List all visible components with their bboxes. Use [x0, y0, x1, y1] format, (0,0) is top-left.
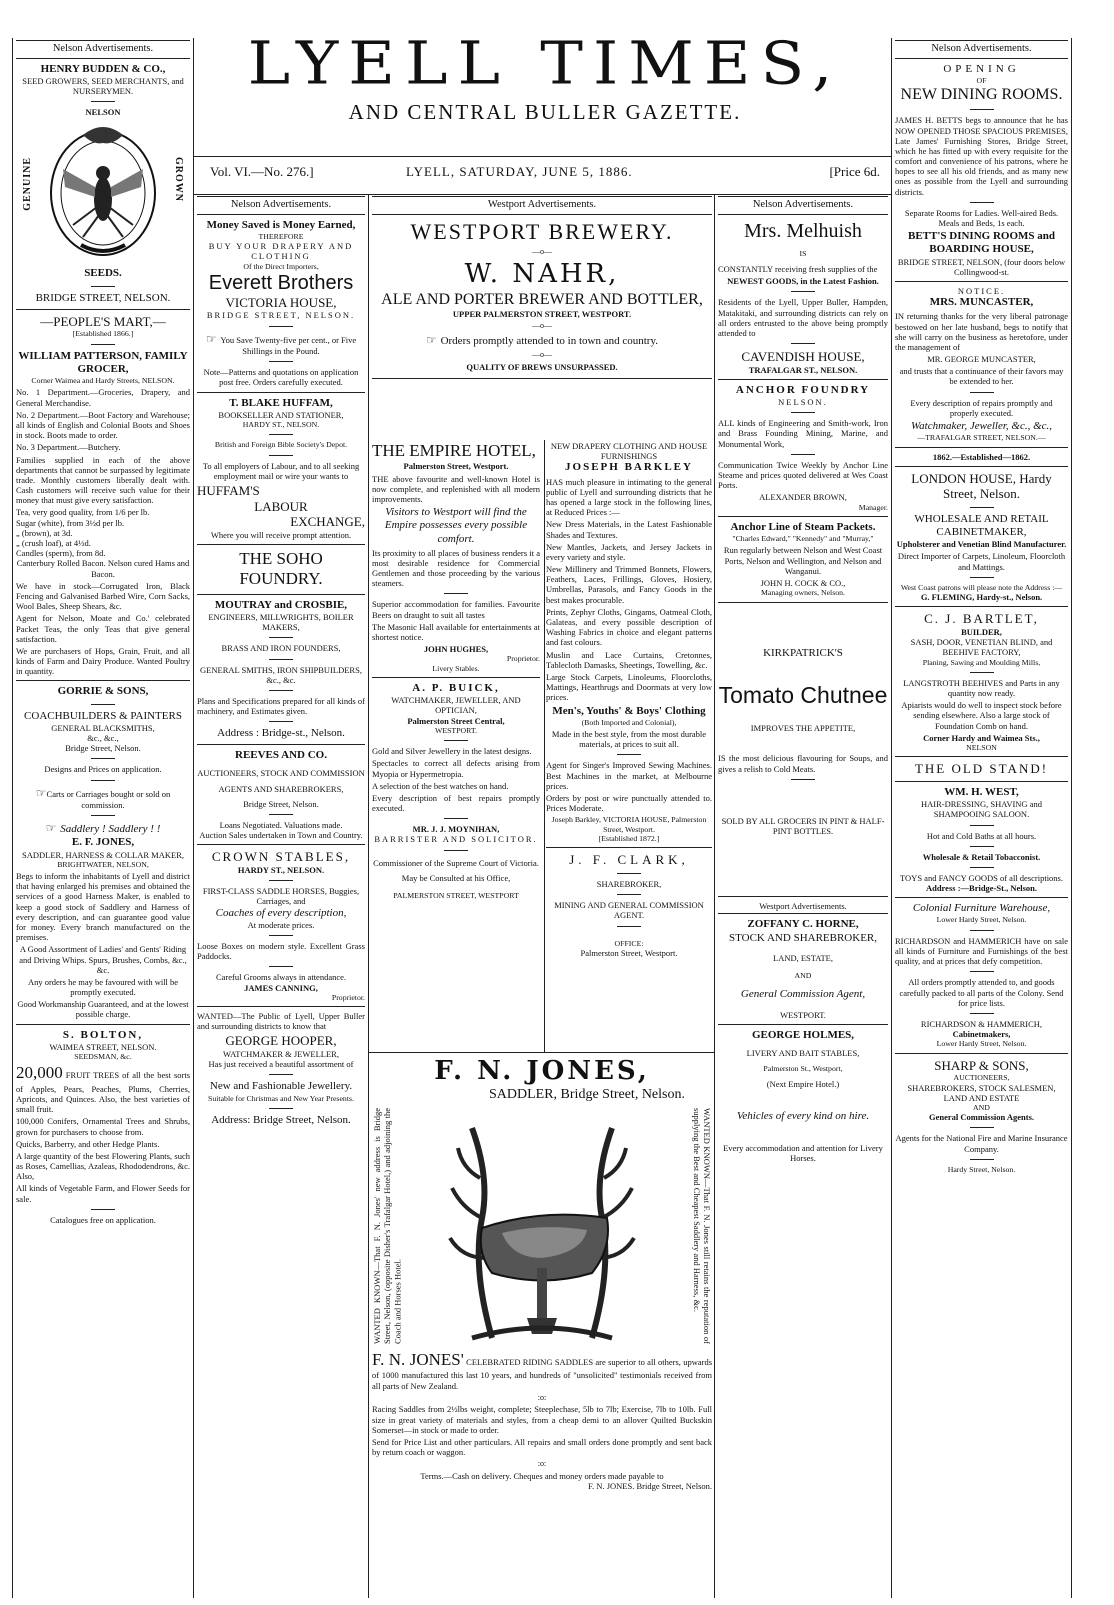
moutray-address: Address : Bridge-st., Nelson.	[217, 727, 345, 740]
buick-name: A. P. BUICK,	[412, 682, 500, 695]
dept-3: No. 3 Department.—Butchery.	[16, 442, 121, 453]
clark-office: OFFICE:	[614, 938, 644, 948]
bolton-trade: SEEDSMAN, &c.	[74, 1052, 132, 1062]
ship-names: "Charles Edward," "Kennedy" and "Murray,"	[732, 534, 874, 544]
allorders-text: All orders promptly attended to, and goods carefully packed to all parts of the Colony. Send for price lists.	[899, 977, 1064, 1008]
west-tobacconist: Wholesale & Retail Tobacconist.	[922, 851, 1041, 862]
sharp-brokers: SHAREBROKERS, STOCK SALESMEN, LAND AND ESTATE	[907, 1082, 1056, 1103]
commissioner-text: Commissioner of the Supreme Court of Victoria.	[373, 857, 539, 868]
save-text	[197, 332, 365, 357]
column-rule	[368, 195, 369, 1598]
bolton-name: S. BOLTON,	[62, 1028, 144, 1041]
prompt-attention: Where you will receive prompt attention.	[210, 529, 352, 540]
efjones-assortment: A Good Assortment of Ladies' and Gents' Riding and Driving Whips. Spurs, Brushes, Combs, &c., &c.	[19, 944, 187, 975]
flowering-text: A large quantity of the best Flowering Plants, such as Roses, Camellias, Azaleas, Rhododendrons, &c. Also,	[16, 1150, 190, 1182]
kirkpatrick-name: KIRKPATRICK'S	[763, 646, 843, 659]
patterson-address: Corner Waimea and Hardy Streets, NELSON.	[31, 376, 175, 386]
sharp-address: Hardy Street, Nelson.	[947, 1164, 1016, 1174]
masonic-text: The Masonic Hall available for entertainments at shortest notice.	[372, 621, 540, 643]
empire-text: THE above favourite and well-known Hotel is now complete, and replenished with all modern improvements.	[372, 473, 540, 504]
corner-address: Corner Hardy and Waimea Sts.,	[923, 732, 1040, 743]
drapery-heading: NEW DRAPERY CLOTHING AND HOUSE FURNISHINGS	[550, 441, 708, 462]
budden-seal	[16, 117, 190, 267]
barkley-name: JOSEPH BARKLEY	[565, 461, 693, 474]
money-saved: Money Saved is Money Earned,	[206, 218, 356, 231]
mens-clothing: Men's, Youths' & Boys' Clothing	[552, 704, 706, 717]
peoples-mart-established: [Established 1866.]	[72, 329, 134, 339]
westport-left-subcolumn	[372, 441, 540, 901]
gorrie-designs: Designs and Prices on application.	[44, 764, 162, 775]
constantly-text: CONSTANTLY receiving fresh supplies of the	[718, 263, 878, 274]
bartlet-planing: Planing, Sawing and Moulding Mills,	[922, 657, 1041, 667]
budden-town: NELSON	[85, 107, 121, 118]
efjones-workmanship: Good Workmanship Guaranteed, and at the lowest possible charge.	[17, 999, 189, 1020]
purchasers-text: We are purchasers of Hops, Grain, Fruit, and all kinds of Farm and Dairy Produce. Wanted Poultry in quantity.	[16, 645, 190, 677]
gorrie-smiths: GENERAL BLACKSMITHS,	[51, 722, 155, 733]
carpets-text: Large Stock Carpets, Linoleums, Floorcloths, Mattings, Hearthrugs and Doormats at very low prices.	[546, 671, 712, 703]
barkley-text: HAS much pleasure in intimating to the general public of Lyell and surrounding districts that he has opened a large stock in the following lines, at Reduced Prices :—	[546, 476, 712, 518]
budden-name: HENRY BUDDEN & CO.,	[40, 62, 166, 75]
bee-seal-icon	[43, 121, 163, 261]
column-5	[895, 40, 1068, 1600]
muslin-text: Muslin and Lace Curtains, Cretonnes, Tablecloth Damasks, Sheetings, Towelling, &c.	[546, 649, 712, 670]
agent-text: Agent for Nelson, Moate and Co.' celebrated Packet Teas, the only Teas that give general satisfaction.	[16, 613, 190, 644]
betts-text: JAMES H. BETTS begs to announce that he has NOW OPENED THOSE SPACIOUS PREMISES, Late James' Furnishing Stores, Bridge Street, which he has fitted up with every requisite for the comfort and convenience of his patrons, where he hopes to see all his old friends, and as many new ones as possible from the Lyell and surrounding districts.	[895, 115, 1068, 197]
barkley-signature: Joseph Barkley, VICTORIA HOUSE, Palmerston Street, Westport.	[551, 815, 707, 834]
holmes-vehicles: Vehicles of every kind on hire.	[736, 1109, 870, 1122]
visitors-text: Visitors to Westport will find the Empire possesses every possible comfort.	[384, 506, 528, 545]
superior-text: Superior accommodation for families. Favourite Beers on draught to suit all tastes	[372, 599, 540, 620]
masthead	[200, 30, 890, 125]
column-rule	[193, 38, 194, 1598]
hooper-presents: Suitable for Christmas and New Year Presents.	[208, 1093, 354, 1103]
repairs-text: Every description of best repairs promptly executed.	[372, 792, 540, 814]
budden-trade: SEED GROWERS, SEED MERCHANTS, and NURSERYMEN.	[22, 75, 184, 96]
reeves-trade: AUCTIONEERS, STOCK AND COMMISSION AGENTS AND SHAREBROKERS,	[197, 767, 365, 794]
fnjones-bottom-text: CELEBRATED RIDING SADDLES are superior to all others, upwards of 1000 manufactured this last 10 years, and hundreds of "unsolicited" testimonials received from all parts of New Zealand.	[372, 1356, 712, 1391]
reeves-name: REEVES AND CO.	[235, 749, 327, 762]
horne-name: ZOFFANY C. HORNE,	[747, 918, 859, 931]
george-muncaster: MR. GEORGE MUNCASTER,	[927, 354, 1036, 365]
column-rule	[891, 38, 892, 1598]
price-sugar-white: Sugar (white), from 3½d per lb.	[16, 517, 125, 528]
brewery-address: UPPER PALMERSTON STREET, WESTPORT.	[452, 308, 632, 319]
engineering-text: ALL kinds of Engineering and Smith-work, Iron and Brass Founding Mining, Marine, and Monumental Work,	[718, 418, 888, 449]
hooper-name: GEORGE HOOPER,	[225, 1033, 337, 1049]
fnjones-racing: Racing Saddles from 2½lbs weight, complete; Steeplechase, 5lb to 7lb; Exercise, 7lb to 10lb. Full size in great variety of materials and styles, from a cheap demi to an allover Quilted Buckskin Somerset—in stock or made to order.	[372, 1404, 712, 1435]
bartlet-builder: BUILDER,	[961, 626, 1002, 637]
westcoast-text: West Coast patrons will please note the Address :—	[900, 582, 1063, 592]
moderate-prices: At moderate prices.	[247, 919, 315, 930]
returning-text: IN returning thanks for the very liberal patronage bestowed on her late husband, begs to notify that she will carry on the business as heretofore, under the management of	[895, 311, 1068, 352]
section-header: Nelson Advertisements.	[895, 40, 1068, 59]
gorrie-address: Bridge Street, Nelson.	[65, 743, 141, 754]
price-candles: Candles (sperm), from 8d.	[16, 548, 106, 559]
clark-mining: MINING AND GENERAL COMMISSION AGENT.	[554, 900, 704, 921]
consulted-text: May be Consulted at his Office,	[401, 872, 511, 883]
seal-right-text: GROWN	[173, 157, 184, 203]
newspaper-subtitle: AND CENTRAL BULLER GAZETTE.	[348, 100, 742, 124]
fnjones-left-vertical: WANTED KNOWN—That F. N. Jones' new address is Bridge Street, Nelson, (opposite Disher's Trafalgar Hotel,) and adjoining the Coach and Horses Hotel.	[372, 1107, 403, 1344]
fnjones-right-vertical: WANTED KNOWN—That F. N. Jones still retains the reputation of supplying the Best and Cheapest Saddlery and Harness, &c.	[691, 1107, 712, 1344]
spectacles-text: Spectacles to correct all defects arising from Myopia or Hypermetropia.	[372, 758, 540, 779]
melhuish-name: Mrs. Melhuish	[744, 219, 862, 242]
everett-address: BRIDGE STREET, NELSON.	[206, 310, 356, 321]
wholesale-cabinet: WHOLESALE AND RETAIL CABINETMAKER,	[914, 512, 1049, 539]
huffams-label: HUFFAM'S	[197, 483, 260, 499]
opening-label: OPENING	[943, 62, 1020, 75]
langstroth-text: LANGSTROTH BEEHIVES and Parts in any quantity now ready.	[903, 677, 1060, 699]
melhuish-is: IS	[799, 248, 807, 258]
carts-label: Carts or Carriages bought or sold on commission.	[46, 788, 171, 810]
labour-label: LABOUR	[254, 498, 308, 514]
of-label: OF	[976, 75, 987, 85]
clark-sharebroker: SHAREBROKER,	[596, 878, 662, 889]
efjones-address: BRIGHTWATER, NELSON,	[57, 859, 149, 869]
moutray-name: MOUTRAY and CROSBIE,	[214, 598, 348, 611]
watches-text: A selection of the best watches on hand.	[372, 780, 509, 791]
price-sugar-brown: „ (brown), at 3d.	[16, 527, 73, 538]
hooper-address: Address: Bridge Street, Nelson.	[211, 1113, 351, 1126]
fnjones-advert: F. N. JONES, SADDLER, Bridge Street, Nelson. WANTED KNOWN—That F. N. Jones' new address is Bridge Street, Nelson, (opposite Disher's Trafalgar Hotel,) and adjoining the Coach and Horses Hotel. WANTED KNOWN—That F. N. Jones still retains the reputation of supplying the Best and Cheapest Saddlery and Harness, &c. F. N. JONES' CELEBRATED RIDING SADDLES are superior to all others, upwards of 1000 manufactured this last 10 years, and hundreds of "unsolicited" testimonials received from all parts of New Zealand. :o: Racing Saddles from 2½lbs weight, complete; Steeplechase, 5lb to 7lb; Exercise, 7lb to 10lb. Full size in great variety of materials and styles, from a cheap demi to an allover Quilted Buckskin Somerset—in stock or made to order. Send for Price List and other particulars. All repairs and small orders done promptly and sent back by return coach or waggon. :o: Terms.—Cash on delivery. Cheques and money orders made payable to F. N. JONES. Bridge Street, Nelson.	[372, 1056, 712, 1492]
issue-price: [Price 6d.	[829, 164, 880, 179]
crown-stables: CROWN STABLES,	[211, 849, 351, 865]
note-text: Note—Patterns and quotations on application post free. Orders carefully executed.	[203, 367, 359, 388]
horne-stock: STOCK AND SHAREBROKER,	[728, 931, 878, 944]
sharp-commission: General Commission Agents.	[928, 1112, 1035, 1123]
bartlet-sash: SASH, DOOR, VENETIAN BLIND, and BEEHIVE FACTORY,	[910, 637, 1053, 658]
buick-town: WESTPORT.	[434, 725, 478, 735]
brown-manager: Manager.	[858, 502, 888, 512]
canning-name: JAMES CANNING,	[244, 982, 318, 993]
mens-sub: (Both Imported and Colonial),	[581, 717, 677, 727]
bible-depot: British and Foreign Bible Society's Depot.	[214, 440, 348, 450]
auction-text: Auction Sales undertaken in Town and Country.	[199, 830, 363, 841]
betts-name: BETT'S DINING ROOMS and BOARDING HOUSE,	[907, 230, 1055, 256]
trafalgar-address: TRAFALGAR ST., NELSON.	[748, 364, 858, 375]
clark-name: J. F. CLARK,	[569, 852, 689, 868]
fnjones-bottom	[372, 1350, 712, 1391]
cavendish-house: CAVENDISH HOUSE,	[741, 349, 865, 365]
save-label: You Save Twenty-five per cent., or Five Shillings in the Pound.	[220, 334, 357, 357]
section-header: Nelson Advertisements.	[197, 196, 365, 215]
prints-text: Prints, Zephyr Cloths, Gingams, Oatmeal Cloth, Galateas, and every possible description of Washing Fabrics in choice and elegant patterns and fast colours.	[546, 606, 712, 648]
peoples-mart-title: —PEOPLE'S MART,—	[40, 313, 166, 329]
fleming-address: G. FLEMING, Hardy-st., Nelson.	[920, 592, 1043, 603]
bolton-address: WAIMEA STREET, NELSON.	[49, 1041, 157, 1052]
colonial-address: Lower Hardy Street, Nelson.	[936, 915, 1027, 925]
conifers-text: 100,000 Conifers, Ornamental Trees and Shrubs, grown for purchasers to choose from.	[16, 1116, 190, 1137]
exchange-label: EXCHANGE,	[290, 514, 365, 530]
fruit-trees-text: FRUIT TREES of all the best sorts of Apples, Pears, Peaches, Plums, Cherries, Apricots, and Quinces. Also, the best varieties of small fruit.	[16, 1070, 190, 1115]
moynihan-name: MR. J. J. MOYNIHAN,	[412, 824, 500, 835]
pointing-hand-icon: ☞	[205, 331, 221, 346]
employers-text: To all employers of Labour, and to all seeking employment mail or wire your wants to	[202, 460, 360, 481]
delicious-text: IS the most delicious flavouring for Soups, and gives a relish to Cold Meats.	[718, 753, 888, 774]
section-header: Nelson Advertisements.	[718, 196, 888, 215]
vegetable-text: All kinds of Vegetable Farm, and Flower Seeds for sale.	[16, 1183, 190, 1204]
hooper-trade: WATCHMAKER & JEWELLER,	[223, 1049, 339, 1060]
coaches-text: Coaches of every description,	[215, 906, 347, 919]
millinery-text: New Millinery and Trimmed Bonnets, Flowers, Feathers, Laces, Frillings, Gloves, Hosiery, Umbrellas, Parasols, and Fancy Goods in the best makes procurable.	[546, 564, 712, 605]
moynihan-office: PALMERSTON STREET, WESTPORT	[393, 891, 519, 901]
fnjones-subtitle: SADDLER, Bridge Street, Nelson.	[489, 1087, 685, 1103]
left-border	[12, 38, 13, 1598]
carts-text	[16, 786, 190, 811]
residents-text: Residents of the Lyell, Upper Buller, Hampden, Matakitaki, and surrounding districts can rely on all orders entrusted to the above being promptly attended to	[718, 297, 888, 338]
pointing-hand-icon: ☞	[426, 332, 441, 347]
column-2	[197, 196, 365, 1600]
apiarists-text: Apiarists would do well to inspect stock before sending elsewhere. Also a large stock of Foundation Comb on hand.	[901, 700, 1062, 731]
empire-address: Palmerston Street, Westport.	[403, 461, 509, 472]
fnjones-terms: Terms.—Cash on delivery. Cheques and money orders made payable to	[420, 1470, 664, 1481]
communication-text: Communication Twice Weekly by Anchor Line Steame and prices quoted delivered at Wes Coast Ports.	[718, 459, 888, 491]
upholsterer-text: Upholsterer and Venetian Blind Manufacturer.	[896, 539, 1067, 550]
fnjones-rule	[368, 1052, 714, 1053]
therefore-label: THEREFORE	[258, 231, 304, 241]
brewery-title: WESTPORT BREWERY.	[410, 218, 674, 244]
brown-name: ALEXANDER BROWN,	[759, 492, 847, 503]
trusts-text: and trusts that a continuance of their favors may be extended to her.	[899, 366, 1064, 387]
sharp-and: AND	[973, 1102, 990, 1112]
issue-date: LYELL, SATURDAY, JUNE 5, 1886.	[406, 164, 633, 179]
reeves-address: Bridge Street, Nelson.	[243, 798, 319, 809]
saddle-horses: FIRST-CLASS SADDLE HORSES, Buggies, Carriages, and	[202, 886, 360, 907]
empire-hotel: THE EMPIRE HOTEL,	[372, 441, 536, 460]
buy-drapery: BUY YOUR DRAPERY AND CLOTHING	[208, 241, 354, 262]
brewery-quality: QUALITY OF BREWS UNSURPASSED.	[466, 361, 618, 372]
buick-address: Palmerston Street Central,	[407, 715, 505, 726]
families-text: Families supplied in each of the above departments that cannot be surpassed by legitimate trade. Monthly customers liberally dealt with. Cash customers will receive such value for their money that must give every satisfaction.	[16, 454, 190, 506]
efjones-orders: Any orders he may be favoured with will be promptly executed.	[27, 976, 179, 998]
everett-name: Everett Brothers	[208, 271, 354, 294]
efjones-text: Begs to inform the inhabitants of Lyell and district that having enlarged his premises and obtained the services of a good Harness Maker, is enabled to keep a good stock of Saddlery and Harness of every description, and can guarantee good value for money. Every branch manufactured on the premises.	[16, 871, 190, 943]
anchor-foundry: ANCHOR FOUNDRY	[735, 383, 871, 396]
horne-westport: WESTPORT.	[780, 1009, 826, 1020]
hooper-jewellery: New and Fashionable Jewellery.	[209, 1080, 353, 1093]
pointing-hand-icon: ☞	[35, 785, 47, 800]
masthead-rule	[193, 194, 891, 195]
livery-stables: Livery Stables.	[432, 663, 480, 673]
fnjones-title: F. N. JONES,	[434, 1056, 650, 1086]
quicks-text: Quicks, Barberry, and other Hedge Plants.	[16, 1138, 160, 1149]
huffam-address: HARDY ST., NELSON.	[242, 419, 320, 429]
betts-address: BRIDGE STREET, NELSON, (four doors below Collingwood-st.	[897, 256, 1066, 277]
efjones-name: E. F. JONES,	[71, 836, 135, 849]
bookseller-label: BOOKSELLER AND STATIONER,	[218, 409, 344, 420]
gorrie-etc: &c., &c.,	[87, 733, 119, 743]
canning-proprietor: Proprietor.	[331, 992, 365, 1002]
old-stand: THE OLD STAND!	[914, 761, 1049, 777]
richardson-address: Lower Hardy Street, Nelson.	[936, 1039, 1027, 1049]
section-header: Nelson Advertisements.	[16, 40, 190, 59]
brewery-orders-label: Orders promptly attended to in town and country.	[440, 334, 658, 347]
nahr-name: W. NAHR,	[464, 258, 620, 289]
engineers-text: ENGINEERS, MILLWRIGHTS, BOILER MAKERS,	[208, 611, 354, 633]
sharp-name: SHARP & SONS,	[934, 1057, 1029, 1073]
barrister-label: BARRISTER AND SOLICITOR.	[374, 834, 538, 845]
cock-owners: Managing owners, Nelson.	[760, 588, 846, 598]
anchor-town: NELSON.	[778, 397, 828, 408]
horne-general: General Commission Agent,	[740, 988, 866, 1001]
section-header: Westport Advertisements.	[372, 196, 712, 215]
column-rule	[714, 195, 715, 1598]
made-text: Made in the best style, from the most durable materials, at prices to suit all.	[551, 729, 707, 750]
seeds-label: SEEDS.	[84, 267, 122, 280]
cock-name: JOHN H. COCK & CO.,	[760, 577, 846, 588]
holmes-next: (Next Empire Hotel.)	[766, 1079, 840, 1090]
soho-foundry: THE SOHO FOUNDRY.	[239, 548, 323, 589]
sharp-agents: Agents for the National Fire and Marine Insurance Company.	[895, 1133, 1068, 1154]
pointing-hand-icon: ☞	[45, 821, 61, 836]
dining-rooms: NEW DINING ROOMS.	[900, 86, 1063, 104]
westport-right-subcolumn	[546, 441, 712, 958]
dept-2: No. 2 Department.—Boot Factory and Warehouse; all kinds of English and Colonial Boots and Shoes in stock. Boots made to order.	[16, 409, 190, 441]
newspaper-title: LYELL TIMES,	[247, 29, 843, 99]
holmes-name: GEORGE HOLMES,	[751, 1028, 855, 1041]
hughes-name: JOHN HUGHES,	[423, 644, 489, 655]
patterson-name: WILLIAM PATTERSON, FAMILY GROCER,	[18, 349, 188, 375]
catalogues-text: Catalogues free on application.	[50, 1214, 156, 1225]
richardson-cabinet: Cabinetmakers,	[952, 1029, 1011, 1040]
anchor-line: Anchor Line of Steam Packets.	[730, 520, 876, 533]
west-name: WM. H. WEST,	[944, 785, 1019, 798]
repairs-text: Every description of repairs promptly and properly executed.	[910, 397, 1053, 418]
huffam-name: T. BLAKE HUFFAM,	[229, 396, 333, 409]
loose-boxes: Loose Boxes on modern style. Excellent Grass Paddocks.	[197, 941, 365, 962]
watchmaker-text: Watchmaker, Jeweller, &c., &c.,	[910, 420, 1053, 432]
smiths-text: GENERAL SMITHS, IRON SHIPBUILDERS, &c., &c.	[200, 664, 362, 685]
direct-importers: Of the Direct Importers,	[243, 261, 319, 271]
run-text: Run regularly between Nelson and West Coast Ports, Nelson and Wellington, and Nelson and Wanganui.	[723, 545, 883, 576]
fruit-trees	[16, 1063, 190, 1114]
budden-address: BRIDGE STREET, NELSON.	[35, 291, 171, 304]
west-toys: TOYS and FANCY GOODS of all descriptions.	[900, 872, 1063, 883]
richardson-name: RICHARDSON & HAMMERICH,	[920, 1018, 1043, 1029]
efjones-trade: SADDLER, HARNESS & COLLAR MAKER,	[22, 849, 184, 860]
dept-1: No. 1 Department.—Groceries, Drapery, and General Merchandise.	[16, 387, 190, 408]
holmes-every: Every accommodation and attention for Livery Horses.	[723, 1142, 883, 1163]
column-3: Westport Advertisements. WESTPORT BREWERY. —o— W. NAHR, ALE AND PORTER BREWER AND BOTTLER, UPPER PALMERSTON STREET, WESTPORT. —o— ☞ Orders promptly attended to in town and country. —o— QUALITY OF BREWS UNSURPASSED. THE EMPIRE HOTEL, Palmerston Street, Westport. THE above favourite and well-known Hotel is now complete, and replenished with all modern improvements. Visitors to Westport will find the Empire possesses every possible comfort. Its proximity to all places of business renders it a most desirable residence for Commercial Gentlemen and those proceeding by the various steamers. Superior accommodation for families. Favourite Beers on draught to suit all tastes The Masonic Hall available for entertainments at shortest notice. JOHN HUGHES, Proprietor. Livery Stables. A. P. BUICK, WATCHMAKER, JEWELLER, AND OPTICIAN, Palmerston Street Central, WESTPORT. Gold and Silver Jewellery in the latest designs. Spectacles to correct all defects arising from Myopia or Hypermetropia. A selection of the best watches on hand. Every description of best repairs promptly executed. MR. J. J. MOYNIHAN, BARRISTER AND SOLICITOR. Commissioner of the Supreme Court of Victoria. May be Consulted at his Office, PALMERSTON STREET, WESTPORT NEW DRAPERY CLOTHING AND HOUSE FURNISHINGS JOSEPH BARKLEY HAS much pleasure in intimating to the general public of Lyell and surrounding districts that he has opened a large stock in the following lines, at Reduced Prices :— New Dress Materials, in the Latest Fashionable Shades and Textures. New Mantles, Jackets, and Jersey Jackets in every variety and style. New Millinery and Trimmed Bonnets, Flowers, Feathers, Laces, Frillings, Gloves, Hosiery, Umbrellas, Parasols, and Fancy Goods in the best makes procurable. Prints, Zephyr Cloths, Gingams, Oatmeal Cloth, Galateas, and every possible description of Washing Fabrics in choice and elegant patterns and fast colours. Muslin and Lace Curtains, Cretonnes, Tablecloth Damasks, Sheetings, Towelling, &c. Large Stock Carpets, Linoleums, Floorcloths, Mattings, Hearthrugs and Doormats at very low prices. Men's, Youths' & Boys' Clothing (Both Imported and Colonial), Made in the best style, from the most durable materials, at prices to suit all. Agent for Singer's Improved Sewing Machines. Best Machines in the market, at Melbourne prices. Orders by post or wire punctually attended to. Prices Moderate. Joseph Barkley, VICTORIA HOUSE, Palmerston Street, Westport. [Established 1872.] J. F. CLARK, SHAREBROKER, MINING AND GENERAL COMMISSION AGENT. OFFICE: Palmerston Street, Westport.	[372, 196, 712, 1056]
trafalgar-street: —TRAFALGAR STREET, NELSON.—	[917, 433, 1046, 443]
saddle-antlers-icon	[442, 1108, 642, 1344]
mantles-text: New Mantles, Jackets, and Jersey Jackets in every variety and style.	[546, 541, 712, 562]
fnjones-terms-name: F. N. JONES. Bridge Street, Nelson.	[588, 1481, 712, 1492]
saddle-illustration-area	[372, 1108, 712, 1348]
bartlet-name: C. J. BARTLET,	[924, 611, 1039, 627]
saddlery-heading	[16, 821, 190, 836]
tomato-chutnee: Tomato Chutnee	[718, 681, 888, 708]
gorrie-name: GORRIE & SONS,	[57, 685, 149, 698]
colonial-furniture: Colonial Furniture Warehouse,	[912, 902, 1051, 915]
singer-text: Agent for Singer's Improved Sewing Machines. Best Machines in the market, at Melbourne prices.	[546, 760, 712, 791]
fnjones-bottom-name: F. N. JONES'	[372, 1349, 464, 1369]
west-hairdressing: HAIR-DRESSING, SHAVING and SHAMPOOING SALOON.	[921, 799, 1042, 820]
holmes-stables: LIVERY AND BAIT STABLES,	[746, 1047, 860, 1058]
dress-text: New Dress Materials, in the Latest Fashionable Shades and Textures.	[546, 519, 712, 540]
hughes-proprietor: Proprietor.	[506, 654, 540, 664]
corner-town: NELSON	[966, 743, 997, 752]
gorrie-coach: COACHBUILDERS & PAINTERS	[24, 709, 182, 722]
improves-appetite: IMPROVES THE APPETITE,	[750, 723, 856, 734]
london-house: LONDON HOUSE, Hardy Street, Nelson.	[911, 470, 1052, 502]
west-baths: Hot and Cold Baths at all hours.	[926, 830, 1037, 841]
column-1	[16, 40, 190, 1600]
stock-text: We have in stock—Corrugated Iron, Black Fencing and Galvanised Barbed Wire, Corn Sacks, Wool Bales, Sheep Shears, &c.	[16, 580, 190, 612]
wanted-text: WANTED—The Public of Lyell, Upper Buller and surrounding districts to know that	[197, 1011, 365, 1032]
westport-header: Westport Advertisements.	[759, 901, 847, 912]
price-sugar-loaf: „ (crush loaf), at 4½d.	[16, 538, 91, 548]
horne-and: AND	[794, 970, 812, 980]
saddlery-label: Saddlery ! Saddlery ! !	[60, 823, 161, 836]
victoria-house: VICTORIA HOUSE,	[225, 294, 337, 310]
clark-address: Palmerston Street, Westport.	[580, 947, 678, 958]
volume-number: Vol. VI.—No. 276.]	[210, 164, 314, 179]
importer-text: Direct Importer of Carpets, Linoleum, Floorcloth and Mattings.	[897, 551, 1066, 572]
crown-address: HARDY ST., NELSON.	[237, 865, 325, 876]
bacon-text: Canterbury Rolled Bacon. Nelson cured Hams and Bacon.	[16, 558, 190, 579]
separate-rooms: Separate Rooms for Ladies. Well-aired Beds. Meals and Beds, 1s each.	[904, 207, 1059, 228]
west-address: Address :—Bridge-St., Nelson.	[925, 883, 1038, 894]
masthead-rule	[193, 156, 891, 157]
barkley-established: [Established 1872.]	[598, 834, 660, 844]
notice-label: NOTICE.	[957, 285, 1006, 296]
holmes-address: Palmerston St., Westport,	[763, 1064, 843, 1074]
sharp-auctioneers: AUCTIONEERS,	[953, 1073, 1010, 1083]
hooper-received: Has just received a beautiful assortment of	[208, 1059, 354, 1070]
loans-text: Loans Negotiated. Valuations made.	[219, 820, 343, 831]
ale-porter: ALE AND PORTER BREWER AND BOTTLER,	[381, 290, 703, 308]
fruit-trees-count: 20,000	[16, 1063, 63, 1083]
plans-text: Plans and Specifications prepared for all kinds of machinery, and Estimates given.	[197, 695, 365, 717]
orders-post-text: Orders by post or wire punctually attended to. Prices Moderate.	[546, 792, 712, 814]
horne-land: LAND, ESTATE,	[773, 952, 833, 963]
richardson-text: RICHARDSON and HAMMERICH have on sale all kinds of Furniture and Furnishings of the best quality, and at prices that defy competition.	[895, 935, 1068, 967]
column-4	[718, 196, 888, 1600]
fleming-years: 1862.—Established—1862.	[932, 451, 1031, 462]
newest-goods: NEWEST GOODS, in the Latest Fashion.	[727, 276, 879, 287]
seal-left-text: GENUINE	[22, 157, 33, 212]
proximity-text: Its proximity to all places of business renders it a most desirable residence for Commercial Gentlemen and those proceeding by the various steamers.	[372, 547, 540, 589]
price-tea: Tea, very good quality, from 1/6 per lb.	[16, 507, 150, 518]
fnjones-send: Send for Price List and other particulars. All repairs and small orders done promptly and sent back by return coach or waggon.	[372, 1436, 712, 1458]
right-border	[1071, 38, 1072, 1598]
brass-text: BRASS AND IRON FOUNDERS,	[221, 643, 341, 654]
buick-trade: WATCHMAKER, JEWELLER, AND OPTICIAN,	[391, 695, 521, 716]
brewery-orders	[372, 333, 712, 348]
gold-text: Gold and Silver Jewellery in the latest designs.	[372, 746, 532, 757]
careful-grooms: Careful Grooms always in attendance.	[215, 972, 347, 983]
sold-by-grocers: SOLD BY ALL GROCERS IN PINT & HALF-PINT BOTTLES.	[721, 815, 885, 837]
muncaster-name: MRS. MUNCASTER,	[929, 296, 1034, 309]
